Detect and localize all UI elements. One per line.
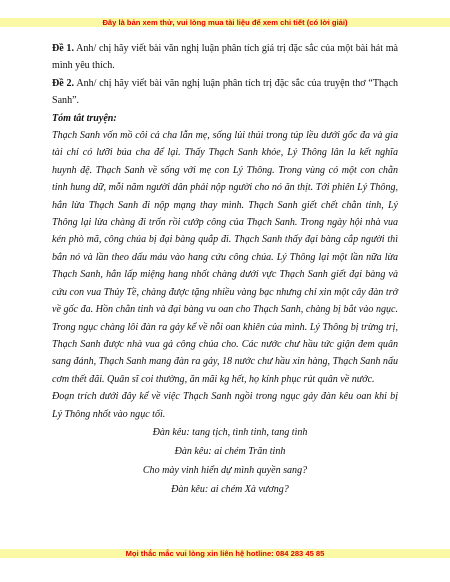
poem-line: Đàn kêu: ai chém Xà vương? bbox=[171, 483, 289, 495]
preview-notice-text: Đây là bản xem thử, vui lòng mua tài liệu để xem chi tiết (có lời giải) bbox=[102, 18, 348, 27]
question-1-text: Anh/ chị hãy viết bài văn nghị luận phân tích giá trị đặc sắc của một bài hát mà mình yêu thích. bbox=[52, 43, 399, 72]
preview-notice-banner bbox=[0, 18, 450, 27]
document-body bbox=[52, 40, 398, 499]
contact-hotline-banner bbox=[0, 549, 450, 558]
question-2-label: Đề 2. bbox=[52, 77, 75, 89]
question-1 bbox=[52, 40, 398, 75]
poem-line: Đàn kêu: ai chém Trăn tinh bbox=[174, 445, 286, 457]
summary-heading: Tóm tắt truyện: bbox=[52, 112, 117, 124]
poem-line: Cho mày vinh hiển dự mình quyền sang? bbox=[142, 464, 308, 476]
poem-excerpt bbox=[52, 423, 398, 499]
excerpt-intro: Đoạn trích dưới đây kể về việc Thạch Sanh ngồi trong ngục gảy đàn kêu oan khi bị Lý Thông nhốt vào ngục tối. bbox=[52, 391, 398, 420]
summary-paragraph: Thạch Sanh vốn mồ côi cả cha lẫn mẹ, sống lủi thủi trong túp lều dưới gốc đa và gia tài chỉ có lưỡi búa cha để lại. Thấy Thạch Sanh khỏe, Lý Thông lân la kết nghĩa huynh đệ. Thạch Sanh về sống với mẹ con Lý Thông. Trong vùng có một con chằn tinh hung dữ, mỗi năm người dân phải nộp người cho nó ăn thịt. Tới phiên Lý Thông, hắn lừa Thạch Sanh đi nộp mạng thay mình. Thạch Sanh giết chết chằn tinh, Lý Thông lại lừa chàng đi trốn rồi cướp công của Thạch Sanh. Trong ngày hội nhà vua kén phò mã, công chúa bị đại bàng quắp đi. Thạch Sanh thấy đại bàng cắp người thì bắn nó và lần theo dấu máu vào hang cứu công chúa. Lý Thông lại một lần nữa lừa Thạch Sanh, hắn lấp miệng hang nhốt chàng dưới vực Thạch Sanh giết đại bàng và cứu con vua Thủy Tề, chàng được tặng nhiều vàng bạc nhưng chỉ xin một cây đàn trở về gốc đa. Hồn chằn tinh và đại bàng vu oan cho Thạch Sanh, chàng bị bắt vào ngục. Trong ngục chàng lôi đàn ra gảy kể về nỗi oan khiên của mình. Lý Thông bị trừng trị, Thạch Sanh được nhà vua gả công chúa cho. Các nước chư hầu tức giận đem quân sang đánh, Thạch Sanh mang đàn ra gảy, 18 nước chư hầu xin hàng, Thạch Sanh nấu cơm thết đãi. Quân sĩ coi thường, ăn mãi kg hết, họ kính phục rút quân về nước. bbox=[52, 130, 398, 385]
question-1-label: Đề 1. bbox=[52, 43, 74, 54]
question-2-text: Anh/ chị hãy viết bài văn nghị luận phân tích trị đặc sắc của truyện thơ “Thạch Sanh”. bbox=[52, 77, 398, 107]
poem-line: Đàn kêu: tang tịch, tình tinh, tang tình bbox=[152, 426, 308, 438]
question-2 bbox=[52, 75, 398, 110]
hotline-text: Mọi thắc mắc vui lòng xin liên hệ hotline: 084 283 45 85 bbox=[125, 549, 325, 558]
